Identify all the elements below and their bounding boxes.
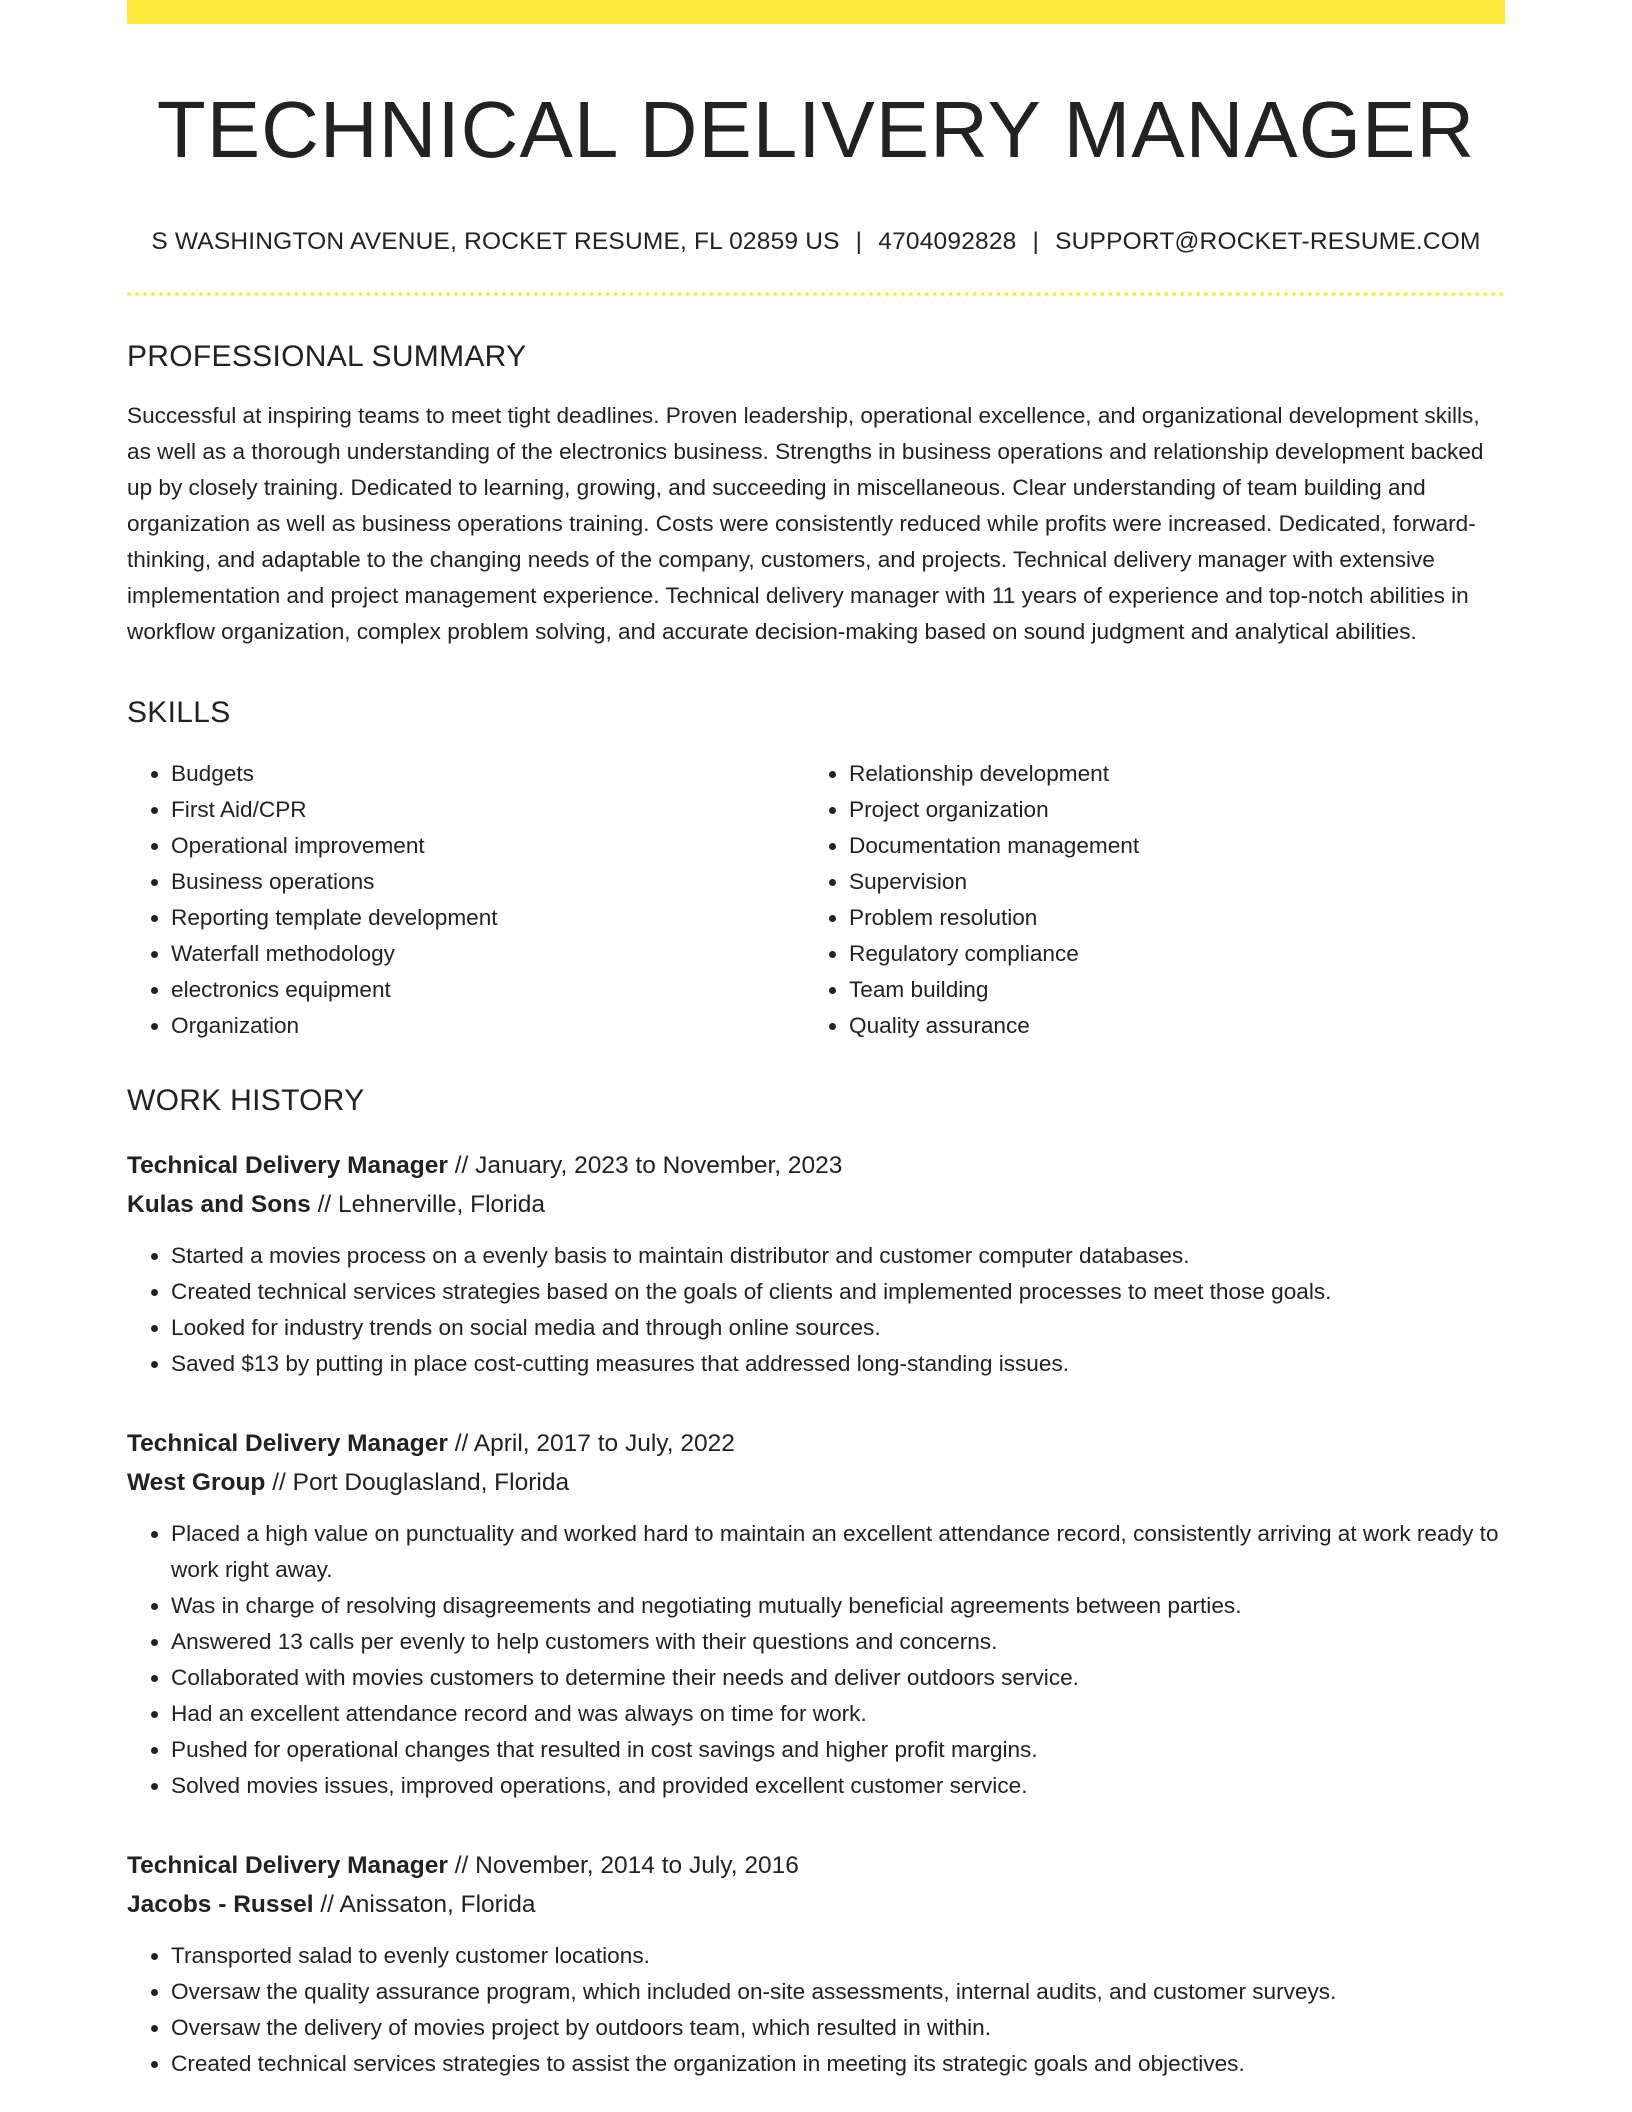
contact-separator: | bbox=[855, 228, 863, 255]
resume-page bbox=[127, 0, 1505, 2082]
skill-item: • Quality assurance bbox=[849, 1008, 1483, 1044]
job-company: Jacobs - Russel bbox=[127, 1891, 314, 1918]
job-company-line bbox=[127, 1463, 1505, 1502]
skill-item: • Regulatory compliance bbox=[849, 936, 1483, 972]
skill-item: • Business operations bbox=[171, 864, 805, 900]
skill-item: • Organization bbox=[171, 1008, 805, 1044]
job-role: Technical Delivery Manager bbox=[127, 1430, 448, 1457]
skill-item: • Supervision bbox=[849, 864, 1483, 900]
skill-item: • electronics equipment bbox=[171, 972, 805, 1008]
skill-item: • Problem resolution bbox=[849, 900, 1483, 936]
job-dates: // April, 2017 to July, 2022 bbox=[447, 1430, 735, 1457]
resume-name-heading: TECHNICAL DELIVERY MANAGER bbox=[156, 85, 1476, 174]
section-title-work: WORK HISTORY bbox=[127, 1084, 365, 1117]
skill-item: • First Aid/CPR bbox=[171, 792, 805, 828]
job-company-line bbox=[127, 1885, 1505, 1924]
job-bullet: • Pushed for operational changes that resulted in cost savings and higher profit margins. bbox=[171, 1732, 1505, 1768]
job-bullet: • Oversaw the quality assurance program, which included on-site assessments, internal audits, and customer surveys. bbox=[171, 1974, 1505, 2010]
job-bullet: • Had an excellent attendance record and was always on time for work. bbox=[171, 1696, 1505, 1732]
job-location: // Port Douglasland, Florida bbox=[265, 1469, 570, 1496]
skill-item: • Budgets bbox=[171, 756, 805, 792]
job-bullet: • Started a movies process on a evenly basis to maintain distributor and customer computer databases. bbox=[171, 1238, 1505, 1274]
contact-email: SUPPORT@ROCKET-RESUME.COM bbox=[1055, 228, 1481, 255]
job-company: Kulas and Sons bbox=[127, 1191, 311, 1218]
work-history-section bbox=[127, 1084, 1505, 2082]
job-entry bbox=[127, 1146, 1505, 1382]
skill-item: • Documentation management bbox=[849, 828, 1483, 864]
job-bullet: • Transported salad to evenly customer locations. bbox=[171, 1938, 1505, 1974]
job-bullet: • Created technical services strategies based on the goals of clients and implemented processes to meet those goals. bbox=[171, 1274, 1505, 1310]
dotted-divider bbox=[127, 292, 1505, 296]
job-bullet: • Saved $13 by putting in place cost-cutting measures that addressed long-standing issues. bbox=[171, 1346, 1505, 1382]
skills-column-left bbox=[127, 756, 805, 1044]
section-title-skills: SKILLS bbox=[127, 696, 231, 729]
job-bullets bbox=[127, 1938, 1505, 2082]
skill-item: • Waterfall methodology bbox=[171, 936, 805, 972]
job-bullet: • Solved movies issues, improved operations, and provided excellent customer service. bbox=[171, 1768, 1505, 1804]
skills-grid bbox=[127, 756, 1505, 1044]
professional-summary-section bbox=[127, 340, 1505, 650]
job-entry bbox=[127, 1424, 1505, 1804]
skill-item: • Reporting template development bbox=[171, 900, 805, 936]
job-location: // Anissaton, Florida bbox=[313, 1891, 536, 1918]
job-title-line bbox=[127, 1846, 1505, 1885]
job-location: // Lehnerville, Florida bbox=[310, 1191, 546, 1218]
contact-phone: 4704092828 bbox=[878, 228, 1017, 255]
contact-address: S WASHINGTON AVENUE, ROCKET RESUME, FL 02859 US bbox=[151, 228, 840, 255]
job-dates: // November, 2014 to July, 2016 bbox=[447, 1852, 799, 1879]
job-bullet: • Oversaw the delivery of movies project by outdoors team, which resulted in within. bbox=[171, 2010, 1505, 2046]
job-title-line bbox=[127, 1146, 1505, 1185]
job-company-line bbox=[127, 1185, 1505, 1224]
contact-separator: | bbox=[1032, 228, 1040, 255]
job-bullet: • Answered 13 calls per evenly to help customers with their questions and concerns. bbox=[171, 1624, 1505, 1660]
job-bullets bbox=[127, 1238, 1505, 1382]
skill-item: • Relationship development bbox=[849, 756, 1483, 792]
summary-text: Successful at inspiring teams to meet tight deadlines. Proven leadership, operational excellence, and organizational development skills, as well as a thorough understanding of the electronics business. Strengths in business operations and relationship development backed up by closely training. Dedicated to learning, growing, and succeeding in miscellaneous. Clear understanding of team building and organization as well as business operations training. Costs were consistently reduced while profits were increased. Dedicated, forward-thinking, and adaptable to the changing needs of the company, customers, and projects. Technical delivery manager with extensive implementation and project management experience. Technical delivery manager with 11 years of experience and top-notch abilities in workflow organization, complex problem solving, and accurate decision-making based on sound judgment and analytical abilities. bbox=[127, 403, 1484, 644]
accent-top-bar bbox=[127, 0, 1505, 24]
contact-line bbox=[127, 228, 1505, 256]
skill-item: • Operational improvement bbox=[171, 828, 805, 864]
section-title-summary: PROFESSIONAL SUMMARY bbox=[127, 340, 527, 373]
job-role: Technical Delivery Manager bbox=[127, 1152, 448, 1179]
skills-column-right bbox=[805, 756, 1483, 1044]
job-bullet: • Looked for industry trends on social media and through online sources. bbox=[171, 1310, 1505, 1346]
skill-item: • Project organization bbox=[849, 792, 1483, 828]
job-dates: // January, 2023 to November, 2023 bbox=[447, 1152, 843, 1179]
job-company: West Group bbox=[127, 1469, 266, 1496]
job-bullet: • Was in charge of resolving disagreements and negotiating mutually beneficial agreements between parties. bbox=[171, 1588, 1505, 1624]
job-bullet: • Created technical services strategies to assist the organization in meeting its strategic goals and objectives. bbox=[171, 2046, 1505, 2082]
job-title-line bbox=[127, 1424, 1505, 1463]
job-bullet: • Placed a high value on punctuality and worked hard to maintain an excellent attendance record, consistently arriving at work ready to work right away. bbox=[171, 1516, 1505, 1588]
job-role: Technical Delivery Manager bbox=[127, 1852, 448, 1879]
job-entry bbox=[127, 1846, 1505, 2082]
job-bullets bbox=[127, 1516, 1505, 1804]
skill-item: • Team building bbox=[849, 972, 1483, 1008]
job-bullet: • Collaborated with movies customers to determine their needs and deliver outdoors service. bbox=[171, 1660, 1505, 1696]
skills-section bbox=[127, 696, 1505, 1044]
